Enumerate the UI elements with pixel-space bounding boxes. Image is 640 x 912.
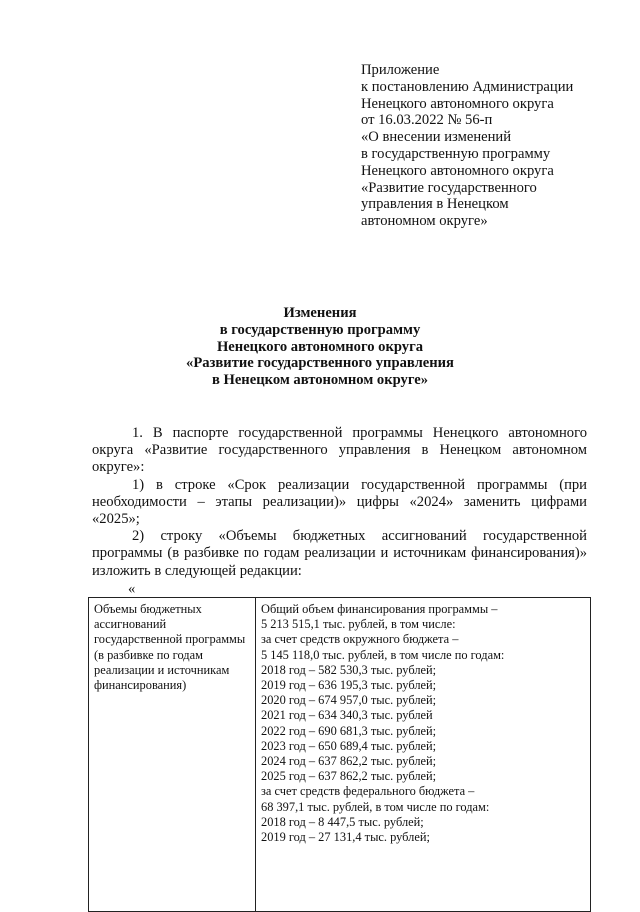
appendix-line: «Развитие государственного: [361, 179, 537, 196]
opening-quote: «: [128, 581, 136, 597]
cell-line: 2022 год – 690 681,3 тыс. рублей;: [261, 723, 437, 738]
paragraph-item-3: 2) строку «Объемы бюджетных ассигнований государственной программы (в разбивке по годам реализации и источникам финансирования)» изложить в следующей редакции:: [92, 528, 587, 579]
table-cell-label: [89, 598, 256, 912]
table-cell-value: [256, 598, 591, 912]
cell-line: 68 397,1 тыс. рублей, в том числе по годам:: [261, 799, 490, 814]
cell-line: за счет средств федерального бюджета –: [261, 784, 475, 799]
cell-line: 2021 год – 634 340,3 тыс. рублей: [261, 708, 433, 723]
cell-line: финансирования): [94, 678, 187, 693]
heading-line: Ненецкого автономного округа: [216, 338, 424, 355]
cell-line: 5 145 118,0 тыс. рублей, в том числе по годам:: [261, 647, 505, 662]
cell-line: 2018 год – 8 447,5 тыс. рублей;: [261, 814, 424, 829]
cell-line: ассигнований: [94, 617, 167, 632]
cell-line: реализации и источникам: [94, 662, 230, 677]
cell-line: 2020 год – 674 957,0 тыс. рублей;: [261, 693, 437, 708]
cell-line: Объемы бюджетных: [94, 602, 202, 616]
appendix-line: Приложение: [361, 62, 440, 78]
funding-table: [88, 597, 591, 912]
cell-line: Общий объем финансирования программы –: [261, 602, 498, 616]
document-body: [92, 425, 587, 580]
appendix-line: Ненецкого автономного округа: [361, 95, 554, 112]
appendix-line: от 16.03.2022 № 56-п: [361, 112, 493, 129]
cell-line: 2023 год – 650 689,4 тыс. рублей;: [261, 738, 437, 753]
paragraph-item-2: [92, 477, 587, 529]
table-row: [89, 598, 591, 912]
cell-line: за счет средств окружного бюджета –: [261, 632, 459, 647]
item-2-text: строке «Срок реализации государственной программы (при необходимости – этапы реализации)» цифры «2024» заменить цифрами «2025»;: [92, 476, 587, 528]
appendix-line: автономном округе»: [361, 213, 488, 230]
appendix-block: [361, 62, 621, 230]
item-2-number: 1) в: [132, 476, 163, 493]
cell-line: государственной программы: [94, 632, 246, 647]
heading-line: «Развитие государственного управления: [186, 355, 454, 372]
appendix-line: в государственную программу: [361, 145, 551, 162]
heading-line: Изменения: [283, 305, 357, 321]
cell-line: (в разбивке по годам: [94, 647, 203, 662]
paragraph-item-1: 1. В паспорте государственной программы Ненецкого автономного округа «Развитие государственного управления в Ненецком автономном округе»:: [92, 425, 587, 476]
appendix-line: Ненецкого автономного округа: [361, 162, 554, 179]
appendix-line: управления в Ненецком: [361, 196, 509, 213]
appendix-line: «О внесении изменений: [361, 129, 512, 146]
cell-line: 2019 год – 636 195,3 тыс. рублей;: [261, 678, 437, 693]
cell-line: 2019 год – 27 131,4 тыс. рублей;: [261, 830, 430, 845]
cell-line: 5 213 515,1 тыс. рублей, в том числе:: [261, 617, 456, 632]
cell-line: 2024 год – 637 862,2 тыс. рублей;: [261, 754, 437, 769]
heading-line: в Ненецком автономном округе»: [211, 372, 429, 389]
appendix-line: к постановлению Администрации: [361, 78, 574, 95]
cell-line: 2025 год – 637 862,2 тыс. рублей;: [261, 769, 437, 784]
heading-line: в государственную программу: [219, 321, 421, 338]
document-heading: [0, 305, 640, 389]
cell-line: 2018 год – 582 530,3 тыс. рублей;: [261, 662, 437, 677]
